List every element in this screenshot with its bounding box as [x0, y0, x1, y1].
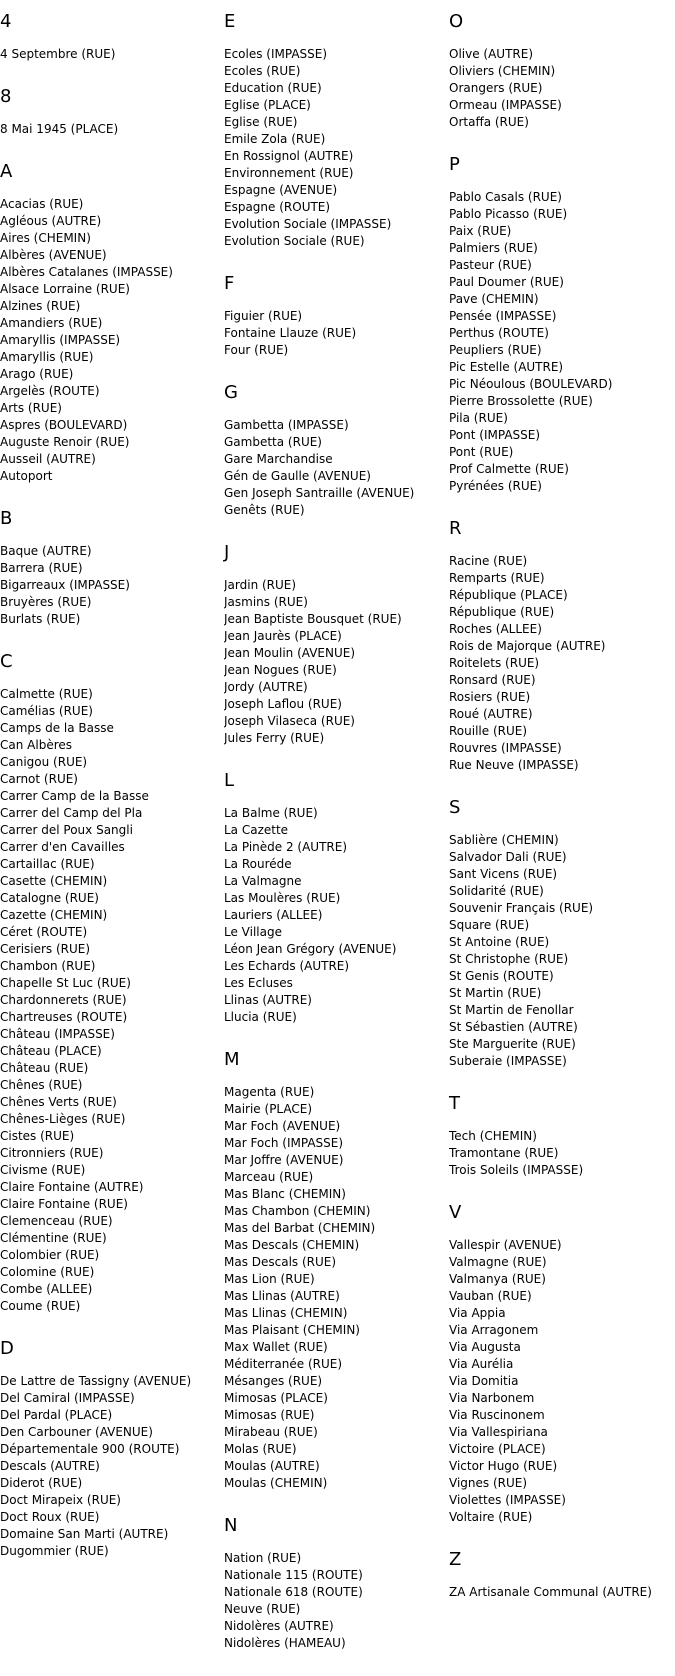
- street-list: [449, 1237, 675, 1526]
- street-name: Calmette (RUE): [0, 687, 93, 701]
- street-name: Pila (RUE): [449, 411, 508, 425]
- street-name: Canigou (RUE): [0, 755, 88, 769]
- street-name: Ste Marguerite (RUE): [449, 1037, 576, 1051]
- street-name: Diderot (RUE): [0, 1476, 83, 1490]
- street-name: République (RUE): [449, 605, 555, 619]
- letter-section: [0, 652, 224, 1315]
- street-name: Solidarité (RUE): [449, 884, 544, 898]
- street-name: Las Moulères (RUE): [224, 891, 341, 905]
- street-name: Moulas (CHEMIN): [224, 1476, 328, 1490]
- street-name: Eglise (RUE): [224, 115, 298, 129]
- street-name: Square (RUE): [449, 918, 530, 932]
- street-name: Chartreuses (ROUTE): [0, 1010, 128, 1024]
- street-name: Mésanges (RUE): [224, 1374, 323, 1388]
- street-name: 4 Septembre (RUE): [0, 47, 116, 61]
- street-name: Mas del Barbat (CHEMIN): [224, 1221, 376, 1235]
- letter-section: [449, 12, 675, 131]
- street-name: En Rossignol (AUTRE): [224, 149, 354, 163]
- street-list: [449, 832, 675, 1070]
- section-letter-heading: V: [449, 1202, 462, 1223]
- street-name: Les Echards (AUTRE): [224, 959, 350, 973]
- street-name: Vauban (RUE): [449, 1289, 532, 1303]
- street-name: Pic Estelle (AUTRE): [449, 360, 564, 374]
- street-list: [0, 46, 224, 63]
- street-name: Château (PLACE): [0, 1044, 102, 1058]
- section-letter-heading: G: [224, 382, 238, 403]
- street-name: Le Village: [224, 925, 282, 939]
- street-name: Sant Vicens (RUE): [449, 867, 558, 881]
- street-name: Mas Descals (RUE): [224, 1255, 337, 1269]
- street-name: Rois de Majorque (AUTRE): [449, 639, 606, 653]
- street-name: Ronsard (RUE): [449, 673, 536, 687]
- street-name: Pic Néoulous (BOULEVARD): [449, 377, 613, 391]
- street-name: Nidolères (AUTRE): [224, 1619, 334, 1633]
- street-name: Del Pardal (PLACE): [0, 1408, 113, 1422]
- street-name: Fontaine Llauze (RUE): [224, 326, 357, 340]
- street-name: Tech (CHEMIN): [449, 1129, 537, 1143]
- street-name: Del Camiral (IMPASSE): [0, 1391, 135, 1405]
- street-list: [224, 46, 449, 250]
- street-name: Château (RUE): [0, 1061, 89, 1075]
- street-list: [0, 543, 224, 628]
- street-name: Burlats (RUE): [0, 612, 81, 626]
- street-name: Clémentine (RUE): [0, 1231, 107, 1245]
- street-name: Mar Foch (IMPASSE): [224, 1136, 344, 1150]
- street-name: St Christophe (RUE): [449, 952, 569, 966]
- letter-section: [449, 155, 675, 495]
- street-name: Doct Mirapeix (RUE): [0, 1493, 121, 1507]
- street-name: Mirabeau (RUE): [224, 1425, 318, 1439]
- street-name: Léon Jean Grégory (AVENUE): [224, 942, 397, 956]
- street-name: Valmagne (RUE): [449, 1255, 547, 1269]
- street-name: Carrer d'en Cavailles: [0, 840, 125, 854]
- street-name: Colombier (RUE): [0, 1248, 100, 1262]
- street-name: Céret (ROUTE): [0, 925, 88, 939]
- street-name: Claire Fontaine (AUTRE): [0, 1180, 144, 1194]
- street-list: [0, 121, 224, 138]
- street-name: Via Narbonem: [449, 1391, 535, 1405]
- street-name: Gambetta (IMPASSE): [224, 418, 349, 432]
- street-name: Mar Joffre (AVENUE): [224, 1153, 344, 1167]
- street-name: Amaryllis (RUE): [0, 350, 94, 364]
- street-name: Oliviers (CHEMIN): [449, 64, 556, 78]
- street-name: Camélias (RUE): [0, 704, 93, 718]
- street-name: Mas Blanc (CHEMIN): [224, 1187, 346, 1201]
- street-name: République (PLACE): [449, 588, 568, 602]
- letter-section: [0, 87, 224, 138]
- street-name: Dugommier (RUE): [0, 1544, 109, 1558]
- letter-section: [449, 519, 675, 774]
- street-name: ZA Artisanale Communal (AUTRE): [449, 1585, 652, 1599]
- section-letter-heading: D: [0, 1338, 14, 1359]
- street-name: Alsace Lorraine (RUE): [0, 282, 130, 296]
- street-name: Victoire (PLACE): [449, 1442, 546, 1456]
- street-name: Lauriers (ALLEE): [224, 908, 323, 922]
- street-name: Violettes (IMPASSE): [449, 1493, 566, 1507]
- street-name: Espagne (AVENUE): [224, 183, 338, 197]
- section-letter-heading: P: [449, 154, 460, 175]
- street-name: Arago (RUE): [0, 367, 74, 381]
- street-name: Clemenceau (RUE): [0, 1214, 113, 1228]
- street-name: Coume (RUE): [0, 1299, 81, 1313]
- street-name: Jean Nogues (RUE): [224, 663, 337, 677]
- index-column-2: [224, 0, 449, 1676]
- street-name: Orangers (RUE): [449, 81, 543, 95]
- letter-section: [224, 543, 449, 747]
- street-name: Chapelle St Luc (RUE): [0, 976, 131, 990]
- street-name: Via Arragonem: [449, 1323, 539, 1337]
- street-name: Peupliers (RUE): [449, 343, 542, 357]
- street-name: Tramontane (RUE): [449, 1146, 559, 1160]
- street-name: Roches (ALLEE): [449, 622, 542, 636]
- street-name: Via Augusta: [449, 1340, 521, 1354]
- street-name: Perthus (ROUTE): [449, 326, 549, 340]
- street-name: Château (IMPASSE): [0, 1027, 115, 1041]
- street-name: Pont (RUE): [449, 445, 514, 459]
- street-name: Via Appia: [449, 1306, 506, 1320]
- street-name: Mas Llinas (CHEMIN): [224, 1306, 348, 1320]
- street-name: Roué (AUTRE): [449, 707, 533, 721]
- street-name: Autoport: [0, 469, 53, 483]
- street-name: La Cazette: [224, 823, 289, 837]
- street-name: Joseph Laflou (RUE): [224, 697, 342, 711]
- street-name: Méditerranée (RUE): [224, 1357, 343, 1371]
- street-name: Prof Calmette (RUE): [449, 462, 569, 476]
- street-name: Voltaire (RUE): [449, 1510, 533, 1524]
- section-letter-heading: O: [449, 11, 464, 32]
- street-list: [224, 577, 449, 747]
- street-name: Moulas (AUTRE): [224, 1459, 320, 1473]
- letter-section: [0, 509, 224, 628]
- street-name: Ecoles (RUE): [224, 64, 301, 78]
- street-name: Ortaffa (RUE): [449, 115, 529, 129]
- street-name: Rouvres (IMPASSE): [449, 741, 562, 755]
- street-name: Mimosas (PLACE): [224, 1391, 328, 1405]
- street-name: La Balme (RUE): [224, 806, 318, 820]
- street-name: La Rouréde: [224, 857, 292, 871]
- street-name: Jean Baptiste Bousquet (RUE): [224, 612, 402, 626]
- street-name: Colomine (RUE): [0, 1265, 95, 1279]
- street-name: Pyrénées (RUE): [449, 479, 542, 493]
- street-name: Mairie (PLACE): [224, 1102, 313, 1116]
- street-name: Trois Soleils (IMPASSE): [449, 1163, 584, 1177]
- street-name: Chênes Verts (RUE): [0, 1095, 117, 1109]
- street-name: Camps de la Basse: [0, 721, 114, 735]
- section-letter-heading: B: [0, 508, 13, 529]
- street-name: Gen Joseph Santraille (AVENUE): [224, 486, 415, 500]
- street-name: Descals (AUTRE): [0, 1459, 100, 1473]
- street-list: [449, 1584, 675, 1601]
- street-name: Gén de Gaulle (AVENUE): [224, 469, 371, 483]
- street-name: Amandiers (RUE): [0, 316, 103, 330]
- section-letter-heading: L: [224, 770, 235, 791]
- street-name: Alzines (RUE): [0, 299, 81, 313]
- street-name: Départementale 900 (ROUTE): [0, 1442, 180, 1456]
- street-name: Mar Foch (AVENUE): [224, 1119, 341, 1133]
- street-name: Sablière (CHEMIN): [449, 833, 559, 847]
- letter-section: [0, 162, 224, 485]
- street-name: Aires (CHEMIN): [0, 231, 91, 245]
- street-name: Roitelets (RUE): [449, 656, 540, 670]
- street-name: Marceau (RUE): [224, 1170, 314, 1184]
- street-name: Ausseil (AUTRE): [0, 452, 96, 466]
- street-list: [449, 189, 675, 495]
- letter-section: [224, 383, 449, 519]
- street-list: [224, 308, 449, 359]
- section-letter-heading: E: [224, 11, 236, 32]
- street-name: Pont (IMPASSE): [449, 428, 541, 442]
- letter-section: [224, 1516, 449, 1652]
- street-name: Pensée (IMPASSE): [449, 309, 557, 323]
- section-letter-heading: S: [449, 797, 461, 818]
- street-name: Vallespir (AVENUE): [449, 1238, 562, 1252]
- street-name: St Martin (RUE): [449, 986, 542, 1000]
- section-letter-heading: C: [0, 651, 13, 672]
- street-name: Cazette (CHEMIN): [0, 908, 108, 922]
- street-name: Education (RUE): [224, 81, 322, 95]
- street-name: Max Wallet (RUE): [224, 1340, 328, 1354]
- street-name: Domaine San Marti (AUTRE): [0, 1527, 169, 1541]
- street-name: Valmanya (RUE): [449, 1272, 546, 1286]
- street-name: Llinas (AUTRE): [224, 993, 312, 1007]
- street-list: [0, 196, 224, 485]
- street-name: Chambon (RUE): [0, 959, 96, 973]
- street-name: Jordy (AUTRE): [224, 680, 308, 694]
- street-name: Rue Neuve (IMPASSE): [449, 758, 579, 772]
- street-name: Joseph Vilaseca (RUE): [224, 714, 355, 728]
- street-name: Albères Catalanes (IMPASSE): [0, 265, 173, 279]
- street-name: Arts (RUE): [0, 401, 62, 415]
- street-name: Ormeau (IMPASSE): [449, 98, 562, 112]
- street-name: Via Ruscinonem: [449, 1408, 545, 1422]
- street-name: De Lattre de Tassigny (AVENUE): [0, 1374, 192, 1388]
- street-name: Olive (AUTRE): [449, 47, 534, 61]
- letter-section: [0, 1339, 224, 1560]
- street-name: Pave (CHEMIN): [449, 292, 539, 306]
- street-name: Pasteur (RUE): [449, 258, 532, 272]
- street-name: Jardin (RUE): [224, 578, 297, 592]
- street-name: Agléous (AUTRE): [0, 214, 102, 228]
- street-name: Jules Ferry (RUE): [224, 731, 325, 745]
- street-name: Mimosas (RUE): [224, 1408, 315, 1422]
- street-name: Nidolères (HAMEAU): [224, 1636, 346, 1650]
- street-name: Pablo Picasso (RUE): [449, 207, 568, 221]
- street-name: Paix (RUE): [449, 224, 512, 238]
- street-name: Rosiers (RUE): [449, 690, 531, 704]
- street-list: [224, 1084, 449, 1492]
- street-name: Ecoles (IMPASSE): [224, 47, 328, 61]
- street-name: Espagne (ROUTE): [224, 200, 331, 214]
- street-list: [0, 686, 224, 1315]
- street-name: Mas Chambon (CHEMIN): [224, 1204, 371, 1218]
- street-name: Barrera (RUE): [0, 561, 83, 575]
- section-letter-heading: T: [449, 1093, 460, 1114]
- street-name: Mas Llinas (AUTRE): [224, 1289, 340, 1303]
- street-name: Acacias (RUE): [0, 197, 84, 211]
- street-name: Combe (ALLEE): [0, 1282, 93, 1296]
- street-name: Bruyères (RUE): [0, 595, 92, 609]
- section-letter-heading: N: [224, 1515, 238, 1536]
- street-name: St Genis (ROUTE): [449, 969, 554, 983]
- section-letter-heading: 8: [0, 86, 12, 107]
- street-name: Nationale 115 (ROUTE): [224, 1568, 363, 1582]
- street-name: Albères (AVENUE): [0, 248, 107, 262]
- street-name: Catalogne (RUE): [0, 891, 99, 905]
- street-name: Baque (AUTRE): [0, 544, 92, 558]
- letter-section: [224, 1050, 449, 1492]
- street-name: Llucia (RUE): [224, 1010, 297, 1024]
- street-list: [224, 1550, 449, 1652]
- street-name: Pierre Brossolette (RUE): [449, 394, 593, 408]
- street-name: Casette (CHEMIN): [0, 874, 108, 888]
- street-name: Carnot (RUE): [0, 772, 78, 786]
- street-name: Cerisiers (RUE): [0, 942, 91, 956]
- street-name: Via Aurélia: [449, 1357, 514, 1371]
- street-name: Via Domitia: [449, 1374, 519, 1388]
- street-name: Salvador Dali (RUE): [449, 850, 567, 864]
- street-name: St Martin de Fenollar: [449, 1003, 574, 1017]
- street-name: Pablo Casals (RUE): [449, 190, 562, 204]
- street-name: Nationale 618 (ROUTE): [224, 1585, 363, 1599]
- index-column-1: [0, 0, 224, 1584]
- street-name: Auguste Renoir (RUE): [0, 435, 130, 449]
- street-name: Evolution Sociale (RUE): [224, 234, 365, 248]
- street-name: Remparts (RUE): [449, 571, 545, 585]
- street-name: Molas (RUE): [224, 1442, 297, 1456]
- street-name: Four (RUE): [224, 343, 289, 357]
- street-name: Chênes-Lièges (RUE): [0, 1112, 126, 1126]
- letter-section: [449, 1094, 675, 1179]
- section-letter-heading: F: [224, 273, 235, 294]
- street-name: La Pinède 2 (AUTRE): [224, 840, 348, 854]
- letter-section: [224, 771, 449, 1026]
- street-name: St Sébastien (AUTRE): [449, 1020, 578, 1034]
- street-name: Jasmins (RUE): [224, 595, 308, 609]
- street-name: Amaryllis (IMPASSE): [0, 333, 121, 347]
- letter-section: [449, 1203, 675, 1526]
- letter-section: [224, 12, 449, 250]
- letter-section: [449, 1550, 675, 1601]
- street-list: [449, 46, 675, 131]
- street-list: [0, 1373, 224, 1560]
- street-name: Citronniers (RUE): [0, 1146, 104, 1160]
- street-name: Mas Plaisant (CHEMIN): [224, 1323, 360, 1337]
- street-name: Figuier (RUE): [224, 309, 303, 323]
- street-name: Cistes (RUE): [0, 1129, 75, 1143]
- street-name: Magenta (RUE): [224, 1085, 315, 1099]
- street-name: Bigarreaux (IMPASSE): [0, 578, 130, 592]
- street-name: Evolution Sociale (IMPASSE): [224, 217, 392, 231]
- street-name: Carrer Camp de la Basse: [0, 789, 149, 803]
- index-column-3: [449, 0, 675, 1625]
- street-name: Gare Marchandise: [224, 452, 333, 466]
- street-name: Argelès (ROUTE): [0, 384, 100, 398]
- street-name: Genêts (RUE): [224, 503, 305, 517]
- street-name: Chênes (RUE): [0, 1078, 83, 1092]
- section-letter-heading: 4: [0, 11, 12, 32]
- street-name: Den Carbouner (AVENUE): [0, 1425, 153, 1439]
- street-name: Cartaillac (RUE): [0, 857, 95, 871]
- street-name: Gambetta (RUE): [224, 435, 322, 449]
- street-list: [224, 417, 449, 519]
- street-name: Mas Lion (RUE): [224, 1272, 315, 1286]
- street-name: Jean Moulin (AVENUE): [224, 646, 356, 660]
- street-name: Eglise (PLACE): [224, 98, 311, 112]
- section-letter-heading: Z: [449, 1549, 462, 1570]
- street-name: Nation (RUE): [224, 1551, 302, 1565]
- street-name: Via Vallespiriana: [449, 1425, 548, 1439]
- street-name: Neuve (RUE): [224, 1602, 301, 1616]
- section-letter-heading: A: [0, 161, 13, 182]
- letter-section: [0, 12, 224, 63]
- street-name: Carrer del Camp del Pla: [0, 806, 143, 820]
- street-name: Doct Roux (RUE): [0, 1510, 100, 1524]
- street-name: Paul Doumer (RUE): [449, 275, 564, 289]
- street-name: Les Ecluses: [224, 976, 293, 990]
- letter-section: [449, 798, 675, 1070]
- street-name: Aspres (BOULEVARD): [0, 418, 128, 432]
- street-name: Can Albères: [0, 738, 72, 752]
- street-list: [449, 1128, 675, 1179]
- street-name: St Antoine (RUE): [449, 935, 550, 949]
- street-name: Claire Fontaine (RUE): [0, 1197, 128, 1211]
- street-name: Carrer del Poux Sangli: [0, 823, 133, 837]
- street-name: Souvenir Français (RUE): [449, 901, 594, 915]
- street-name: Rouille (RUE): [449, 724, 528, 738]
- street-name: La Valmagne: [224, 874, 302, 888]
- street-name: Racine (RUE): [449, 554, 528, 568]
- section-letter-heading: J: [224, 542, 230, 563]
- street-name: Civisme (RUE): [0, 1163, 86, 1177]
- street-name: Vignes (RUE): [449, 1476, 528, 1490]
- street-name: Emile Zola (RUE): [224, 132, 326, 146]
- street-name: Suberaie (IMPASSE): [449, 1054, 567, 1068]
- letter-section: [224, 274, 449, 359]
- street-name: Jean Jaurès (PLACE): [224, 629, 342, 643]
- street-name: Environnement (RUE): [224, 166, 354, 180]
- street-list: [449, 553, 675, 774]
- section-letter-heading: M: [224, 1049, 240, 1070]
- street-name: Victor Hugo (RUE): [449, 1459, 558, 1473]
- section-letter-heading: R: [449, 518, 462, 539]
- street-name: Mas Descals (CHEMIN): [224, 1238, 360, 1252]
- street-name: Chardonnerets (RUE): [0, 993, 127, 1007]
- street-name: 8 Mai 1945 (PLACE): [0, 122, 119, 136]
- street-list: [224, 805, 449, 1026]
- street-name: Palmiers (RUE): [449, 241, 538, 255]
